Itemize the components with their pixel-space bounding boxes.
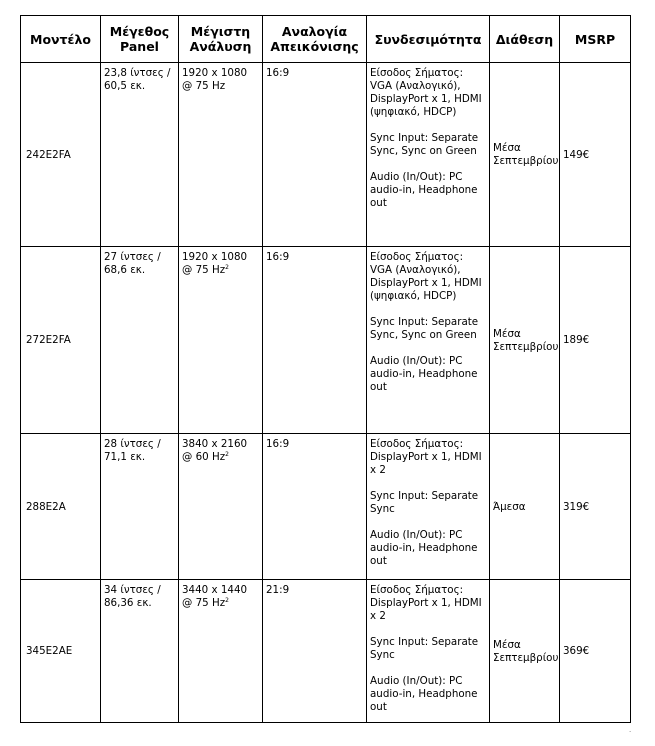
resolution-cell: [179, 580, 263, 723]
audio-text: Audio (In/Out): PC audio-in, Headphone out: [370, 355, 478, 393]
audio-text: Audio (In/Out): PC audio-in, Headphone out: [370, 171, 478, 209]
resolution-value: 1920 x 1080 @ 75 Hz: [182, 67, 248, 92]
header-aspect-ratio: Αναλογία Απεικόνισης: [263, 16, 367, 63]
aspect-cell: 16:9: [263, 434, 367, 580]
model-cell: 288E2A: [21, 434, 101, 580]
header-row: [21, 16, 631, 63]
connectivity-cell: [367, 434, 490, 580]
msrp-cell: 189€: [560, 247, 631, 434]
resolution-footnote: 2: [225, 597, 229, 604]
resolution-value: 3440 x 1440 @ 75 Hz: [182, 584, 248, 609]
resolution-cell: [179, 434, 263, 580]
resolution-value: 1920 x 1080 @ 75 Hz: [182, 251, 248, 276]
table-row: [21, 434, 631, 580]
sync-input-text: Sync Input: Separate Sync: [370, 490, 479, 515]
size-cell: 34 ίντσες / 86,36 εκ.: [101, 580, 179, 723]
signal-input-text: Είσοδος Σήματος: DisplayPort x 1, HDMI x 2: [370, 584, 482, 622]
signal-input-text: Είσοδος Σήματος: VGA (Αναλογικό), DisplayPort x 1, HDMI (ψηφιακό, HDCP): [370, 251, 482, 302]
resolution-cell: [179, 63, 263, 247]
table-row: [21, 580, 631, 723]
sync-input-text: Sync Input: Separate Sync, Sync on Green: [370, 132, 479, 157]
resolution-value: 3840 x 2160 @ 60 Hz: [182, 438, 248, 463]
msrp-cell: 319€: [560, 434, 631, 580]
audio-text: Audio (In/Out): PC audio-in, Headphone out: [370, 675, 478, 713]
connectivity-cell: [367, 63, 490, 247]
resolution-cell: [179, 247, 263, 434]
resolution-footnote: 2: [225, 264, 229, 271]
header-availability: Διάθεση: [490, 16, 560, 63]
aspect-cell: 21:9: [263, 580, 367, 723]
connectivity-cell: [367, 247, 490, 434]
availability-cell: Μέσα Σεπτεμβρίου: [490, 63, 560, 247]
msrp-cell: 369€: [560, 580, 631, 723]
availability-cell: Μέσα Σεπτεμβρίου: [490, 247, 560, 434]
size-cell: 23,8 ίντσες / 60,5 εκ.: [101, 63, 179, 247]
connectivity-cell: [367, 580, 490, 723]
header-model: Μοντέλο: [21, 16, 101, 63]
signal-input-text: Είσοδος Σήματος: VGA (Αναλογικό), DisplayPort x 1, HDMI (ψηφιακό, HDCP): [370, 67, 482, 118]
header-max-resolution: Μέγιστη Ανάλυση: [179, 16, 263, 63]
header-connectivity: Συνδεσιμότητα: [367, 16, 490, 63]
resolution-footnote: 2: [225, 451, 229, 458]
sync-input-text: Sync Input: Separate Sync, Sync on Green: [370, 316, 479, 341]
header-msrp: MSRP: [560, 16, 631, 63]
footer-mark: .: [629, 726, 632, 734]
msrp-cell: 149€: [560, 63, 631, 247]
header-panel-size: Μέγεθος Panel: [101, 16, 179, 63]
aspect-cell: 16:9: [263, 247, 367, 434]
size-cell: 27 ίντσες / 68,6 εκ.: [101, 247, 179, 434]
model-cell: 272E2FA: [21, 247, 101, 434]
monitor-specs-table: [20, 15, 631, 723]
size-cell: 28 ίντσες / 71,1 εκ.: [101, 434, 179, 580]
model-cell: 242E2FA: [21, 63, 101, 247]
aspect-cell: 16:9: [263, 63, 367, 247]
table-row: [21, 63, 631, 247]
table-row: [21, 247, 631, 434]
sync-input-text: Sync Input: Separate Sync: [370, 636, 479, 661]
signal-input-text: Είσοδος Σήματος: DisplayPort x 1, HDMI x 2: [370, 438, 482, 476]
model-cell: 345E2AE: [21, 580, 101, 723]
audio-text: Audio (In/Out): PC audio-in, Headphone out: [370, 529, 478, 567]
availability-cell: Μέσα Σεπτεμβρίου: [490, 580, 560, 723]
availability-cell: Άμεσα: [490, 434, 560, 580]
